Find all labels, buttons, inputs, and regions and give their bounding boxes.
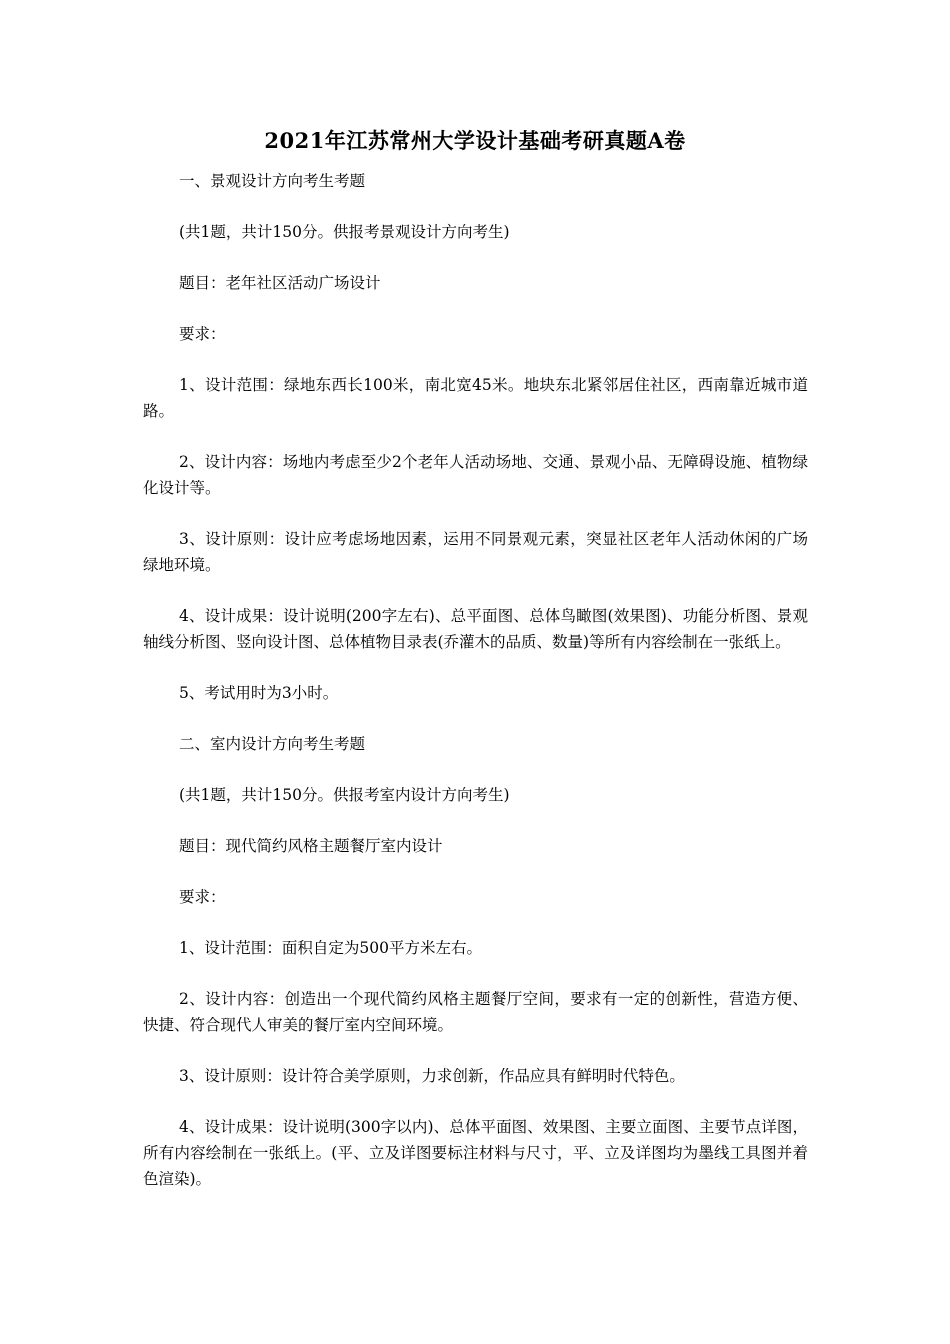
section-heading-landscape: 一、景观设计方向考生考题 (179, 172, 366, 190)
requirement-item: 1、设计范围：面积自定为500平方米左右。 (179, 939, 482, 957)
requirement-item: 3、设计原则：设计符合美学原则，力求创新，作品应具有鲜明时代特色。 (179, 1067, 685, 1085)
section-note-landscape: (共1题，共计150分。供报考景观设计方向考生) (179, 223, 510, 241)
question-topic-interior: 题目：现代简约风格主题餐厅室内设计 (179, 837, 443, 855)
requirement-item: 2、设计内容：创造出一个现代简约风格主题餐厅空间，要求有一定的创新性，营造方便、快捷、符合现代人审美的餐厅室内空间环境。 (143, 990, 808, 1034)
section-note-interior: (共1题，共计150分。供报考室内设计方向考生) (179, 786, 510, 804)
requirement-item: 4、设计成果：设计说明(200字左右)、总平面图、总体鸟瞰图(效果图)、功能分析图、景观轴线分析图、竖向设计图、总体植物目录表(乔灌木的品质、数量)等所有内容绘制在一张纸上。 (143, 607, 808, 651)
question-topic-landscape: 题目：老年社区活动广场设计 (179, 274, 381, 292)
requirements-label-interior: 要求： (179, 888, 226, 906)
section-heading-interior: 二、室内设计方向考生考题 (179, 735, 366, 753)
requirement-item: 3、设计原则：设计应考虑场地因素，运用不同景观元素，突显社区老年人活动休闲的广场绿地环境。 (143, 530, 808, 574)
document-body (143, 168, 808, 1217)
document-title: 2021年江苏常州大学设计基础考研真题A卷 (264, 128, 686, 153)
requirement-item: 2、设计内容：场地内考虑至少2个老年人活动场地、交通、景观小品、无障碍设施、植物绿化设计等。 (143, 453, 808, 497)
requirement-item: 1、设计范围：绿地东西长100米，南北宽45米。地块东北紧邻居住社区，西南靠近城市道路。 (143, 376, 808, 420)
requirements-label-landscape: 要求： (179, 325, 226, 343)
requirement-item: 5、考试用时为3小时。 (179, 684, 339, 702)
requirement-item: 4、设计成果：设计说明(300字以内)、总体平面图、效果图、主要立面图、主要节点详图，所有内容绘制在一张纸上。(平、立及详图要标注材料与尺寸，平、立及详图均为墨线工具图并着色渲染)。 (143, 1118, 808, 1188)
